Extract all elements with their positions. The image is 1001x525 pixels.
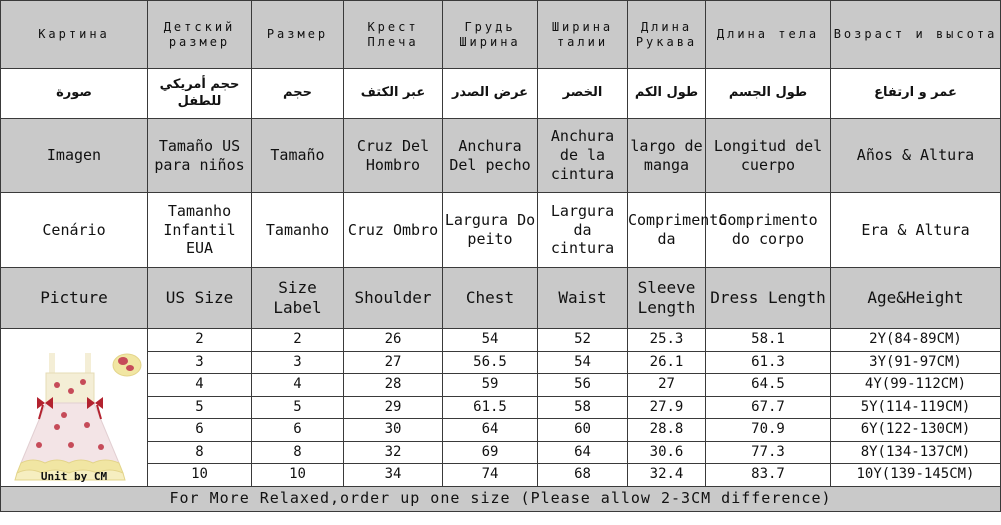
table-cell: 32.4: [628, 464, 706, 487]
table-row: [1, 464, 1001, 487]
table-cell: 5: [252, 396, 344, 419]
header-cell-arabic-6: طول الكم: [628, 69, 706, 119]
table-row: [1, 329, 1001, 352]
table-cell: 30.6: [628, 441, 706, 464]
table-cell: 3Y(91-97CM): [831, 351, 1001, 374]
table-cell: 8: [252, 441, 344, 464]
header-cell-portuguese-1: Tamanho Infantil EUA: [148, 193, 252, 268]
header-cell-arabic-3: عبر الكتف: [344, 69, 443, 119]
table-cell: 2Y(84-89CM): [831, 329, 1001, 352]
header-cell-spanish-3: Cruz Del Hombro: [344, 119, 443, 193]
header-cell-english-0: Picture: [1, 268, 148, 329]
header-cell-portuguese-3: Cruz Ombro: [344, 193, 443, 268]
header-cell-english-6: Sleeve Length: [628, 268, 706, 329]
header-row-spanish: [1, 119, 1001, 193]
table-cell: 10Y(139-145CM): [831, 464, 1001, 487]
product-image-cell: [1, 329, 148, 487]
table-row: [1, 441, 1001, 464]
table-cell: 61.5: [443, 396, 538, 419]
header-row-english: [1, 268, 1001, 329]
table-cell: 3: [148, 351, 252, 374]
table-cell: 64.5: [706, 374, 831, 397]
size-chart-body: [1, 1, 1001, 512]
table-cell: 74: [443, 464, 538, 487]
table-cell: 27.9: [628, 396, 706, 419]
table-cell: 70.9: [706, 419, 831, 442]
header-cell-russian-0: Картина: [1, 1, 148, 69]
table-cell: 5Y(114-119CM): [831, 396, 1001, 419]
table-cell: 10: [148, 464, 252, 487]
header-cell-portuguese-8: Era & Altura: [831, 193, 1001, 268]
table-cell: 34: [344, 464, 443, 487]
header-cell-portuguese-6: Comprimento da: [628, 193, 706, 268]
table-cell: 64: [538, 441, 628, 464]
header-cell-english-7: Dress Length: [706, 268, 831, 329]
footer-note: For More Relaxed,order up one size (Please allow 2-3CM difference): [1, 486, 1001, 511]
table-row: [1, 396, 1001, 419]
table-cell: 61.3: [706, 351, 831, 374]
table-cell: 6: [148, 419, 252, 442]
header-cell-arabic-2: حجم: [252, 69, 344, 119]
header-cell-portuguese-7: Comprimento do corpo: [706, 193, 831, 268]
header-cell-spanish-6: largo de manga: [628, 119, 706, 193]
header-cell-portuguese-2: Tamanho: [252, 193, 344, 268]
header-row-russian: [1, 1, 1001, 69]
header-cell-arabic-5: الخصر: [538, 69, 628, 119]
table-cell: 4Y(99-112CM): [831, 374, 1001, 397]
header-cell-russian-2: Размер: [252, 1, 344, 69]
table-cell: 2: [148, 329, 252, 352]
table-cell: 5: [148, 396, 252, 419]
table-cell: 4: [148, 374, 252, 397]
table-cell: 6Y(122-130CM): [831, 419, 1001, 442]
footer-row: [1, 486, 1001, 511]
header-cell-spanish-4: Anchura Del pecho: [443, 119, 538, 193]
header-cell-english-4: Chest: [443, 268, 538, 329]
header-cell-english-1: US Size: [148, 268, 252, 329]
header-cell-english-2: Size Label: [252, 268, 344, 329]
table-cell: 67.7: [706, 396, 831, 419]
table-cell: 56: [538, 374, 628, 397]
table-cell: 52: [538, 329, 628, 352]
table-cell: 29: [344, 396, 443, 419]
table-cell: 54: [443, 329, 538, 352]
header-cell-russian-8: Возраст и высота: [831, 1, 1001, 69]
header-cell-spanish-1: Tamaño US para niños: [148, 119, 252, 193]
table-cell: 28.8: [628, 419, 706, 442]
header-cell-russian-7: Длина тела: [706, 1, 831, 69]
table-cell: 56.5: [443, 351, 538, 374]
header-row-arabic: [1, 69, 1001, 119]
header-cell-portuguese-4: Largura Do peito: [443, 193, 538, 268]
table-row: [1, 419, 1001, 442]
header-cell-russian-5: Ширина талии: [538, 1, 628, 69]
header-cell-spanish-2: Tamaño: [252, 119, 344, 193]
table-cell: 25.3: [628, 329, 706, 352]
table-cell: 58: [538, 396, 628, 419]
table-cell: 8Y(134-137CM): [831, 441, 1001, 464]
header-cell-arabic-7: طول الجسم: [706, 69, 831, 119]
table-cell: 6: [252, 419, 344, 442]
dress-photo: [9, 335, 144, 485]
header-cell-portuguese-0: Cenário: [1, 193, 148, 268]
table-cell: 10: [252, 464, 344, 487]
table-cell: 68: [538, 464, 628, 487]
table-cell: 26.1: [628, 351, 706, 374]
header-cell-spanish-7: Longitud del cuerpo: [706, 119, 831, 193]
table-cell: 2: [252, 329, 344, 352]
table-cell: 59: [443, 374, 538, 397]
table-row: [1, 374, 1001, 397]
header-cell-spanish-8: Años & Altura: [831, 119, 1001, 193]
header-cell-arabic-8: عمر و ارتفاع: [831, 69, 1001, 119]
header-cell-english-8: Age&Height: [831, 268, 1001, 329]
table-cell: 60: [538, 419, 628, 442]
table-cell: 26: [344, 329, 443, 352]
header-cell-spanish-5: Anchura de la cintura: [538, 119, 628, 193]
table-cell: 54: [538, 351, 628, 374]
header-cell-english-3: Shoulder: [344, 268, 443, 329]
image-caption: Unit by CM: [40, 469, 108, 483]
table-cell: 28: [344, 374, 443, 397]
header-cell-arabic-4: عرض الصدر: [443, 69, 538, 119]
table-cell: 8: [148, 441, 252, 464]
header-cell-russian-4: Грудь Ширина: [443, 1, 538, 69]
table-cell: 27: [344, 351, 443, 374]
header-cell-russian-6: Длина Рукава: [628, 1, 706, 69]
table-cell: 32: [344, 441, 443, 464]
header-cell-portuguese-5: Largura da cintura: [538, 193, 628, 268]
table-cell: 64: [443, 419, 538, 442]
table-cell: 30: [344, 419, 443, 442]
table-cell: 77.3: [706, 441, 831, 464]
header-cell-russian-3: Крест Плеча: [344, 1, 443, 69]
table-cell: 83.7: [706, 464, 831, 487]
header-cell-spanish-0: Imagen: [1, 119, 148, 193]
table-cell: 3: [252, 351, 344, 374]
table-row: [1, 351, 1001, 374]
table-cell: 69: [443, 441, 538, 464]
header-cell-arabic-0: صورة: [1, 69, 148, 119]
header-cell-arabic-1: حجم أمريكي للطفل: [148, 69, 252, 119]
table-cell: 58.1: [706, 329, 831, 352]
table-cell: 27: [628, 374, 706, 397]
table-cell: 4: [252, 374, 344, 397]
header-row-portuguese: [1, 193, 1001, 268]
header-cell-english-5: Waist: [538, 268, 628, 329]
header-cell-russian-1: Детский размер: [148, 1, 252, 69]
